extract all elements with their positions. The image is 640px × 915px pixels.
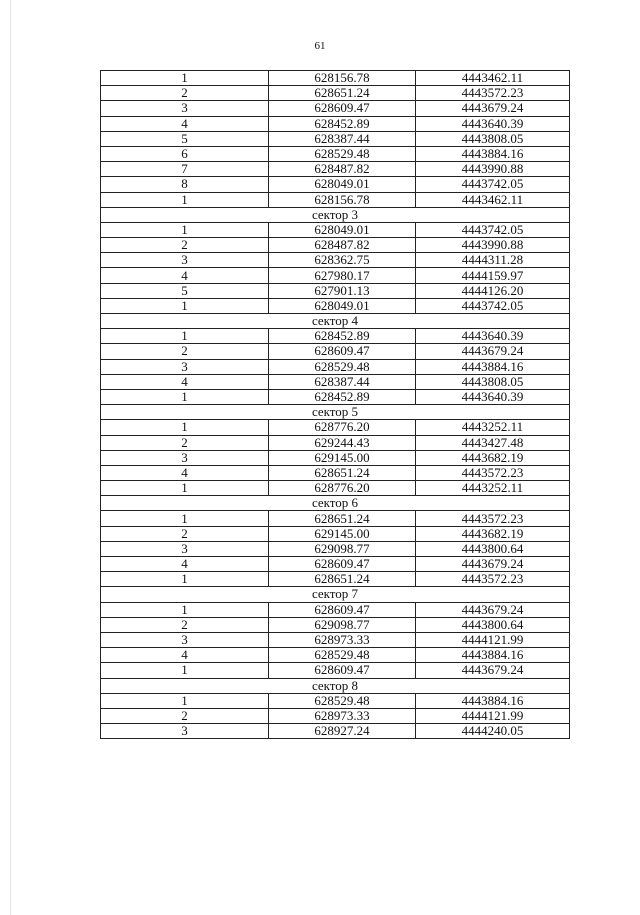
- table-row: [101, 329, 570, 344]
- table-row: [101, 162, 570, 177]
- x-coordinate-cell: 628156.78: [269, 192, 416, 207]
- table-row: [101, 268, 570, 283]
- table-row: [101, 724, 570, 739]
- sector-title: сектор 4: [101, 314, 570, 329]
- point-number-cell: 2: [101, 526, 269, 541]
- table-row: [101, 541, 570, 556]
- point-number-cell: 4: [101, 268, 269, 283]
- x-coordinate-cell: 628529.48: [269, 648, 416, 663]
- y-coordinate-cell: 4443572.23: [416, 465, 570, 480]
- table-row: [101, 572, 570, 587]
- y-coordinate-cell: 4443679.24: [416, 101, 570, 116]
- y-coordinate-cell: 4443640.39: [416, 329, 570, 344]
- scan-edge: [10, 0, 11, 915]
- y-coordinate-cell: 4444240.05: [416, 724, 570, 739]
- table-row: [101, 238, 570, 253]
- table-row: [101, 116, 570, 131]
- y-coordinate-cell: 4443990.88: [416, 238, 570, 253]
- x-coordinate-cell: 628452.89: [269, 329, 416, 344]
- point-number-cell: 2: [101, 617, 269, 632]
- table-row: [101, 131, 570, 146]
- y-coordinate-cell: 4444121.99: [416, 632, 570, 647]
- x-coordinate-cell: 628973.33: [269, 708, 416, 723]
- y-coordinate-cell: 4444159.97: [416, 268, 570, 283]
- point-number-cell: 1: [101, 192, 269, 207]
- y-coordinate-cell: 4443679.24: [416, 344, 570, 359]
- table-row: [101, 86, 570, 101]
- y-coordinate-cell: 4443682.19: [416, 450, 570, 465]
- table-row: [101, 648, 570, 663]
- table-row: [101, 420, 570, 435]
- y-coordinate-cell: 4443462.11: [416, 71, 570, 86]
- x-coordinate-cell: 628452.89: [269, 389, 416, 404]
- x-coordinate-cell: 628651.24: [269, 572, 416, 587]
- x-coordinate-cell: 628452.89: [269, 116, 416, 131]
- x-coordinate-cell: 628973.33: [269, 632, 416, 647]
- table-row: [101, 435, 570, 450]
- y-coordinate-cell: 4443742.05: [416, 298, 570, 313]
- sector-title: сектор 8: [101, 678, 570, 693]
- y-coordinate-cell: 4444126.20: [416, 283, 570, 298]
- y-coordinate-cell: 4443252.11: [416, 481, 570, 496]
- x-coordinate-cell: 628487.82: [269, 162, 416, 177]
- x-coordinate-cell: 628049.01: [269, 298, 416, 313]
- table-row: [101, 71, 570, 86]
- table-row: [101, 177, 570, 192]
- table-row: [101, 389, 570, 404]
- table-row: [101, 693, 570, 708]
- table-row: [101, 298, 570, 313]
- x-coordinate-cell: 628776.20: [269, 481, 416, 496]
- x-coordinate-cell: 628387.44: [269, 131, 416, 146]
- point-number-cell: 1: [101, 420, 269, 435]
- x-coordinate-cell: 628609.47: [269, 557, 416, 572]
- point-number-cell: 4: [101, 116, 269, 131]
- y-coordinate-cell: 4443800.64: [416, 617, 570, 632]
- x-coordinate-cell: 627901.13: [269, 283, 416, 298]
- point-number-cell: 7: [101, 162, 269, 177]
- y-coordinate-cell: 4443808.05: [416, 374, 570, 389]
- table-row: [101, 101, 570, 116]
- table-row: [101, 450, 570, 465]
- x-coordinate-cell: 629098.77: [269, 541, 416, 556]
- point-number-cell: 1: [101, 298, 269, 313]
- table-row: [101, 557, 570, 572]
- point-number-cell: 1: [101, 693, 269, 708]
- table-row: [101, 632, 570, 647]
- sector-header-row: [101, 587, 570, 602]
- y-coordinate-cell: 4443427.48: [416, 435, 570, 450]
- point-number-cell: 1: [101, 222, 269, 237]
- y-coordinate-cell: 4443679.24: [416, 602, 570, 617]
- y-coordinate-cell: 4443640.39: [416, 389, 570, 404]
- y-coordinate-cell: 4443572.23: [416, 511, 570, 526]
- y-coordinate-cell: 4443572.23: [416, 572, 570, 587]
- x-coordinate-cell: 628609.47: [269, 344, 416, 359]
- point-number-cell: 3: [101, 253, 269, 268]
- point-number-cell: 1: [101, 389, 269, 404]
- y-coordinate-cell: 4444311.28: [416, 253, 570, 268]
- y-coordinate-cell: 4443640.39: [416, 116, 570, 131]
- point-number-cell: 2: [101, 344, 269, 359]
- point-number-cell: 1: [101, 602, 269, 617]
- y-coordinate-cell: 4443990.88: [416, 162, 570, 177]
- table-row: [101, 359, 570, 374]
- table-row: [101, 253, 570, 268]
- x-coordinate-cell: 628529.48: [269, 359, 416, 374]
- x-coordinate-cell: 628156.78: [269, 71, 416, 86]
- table-row: [101, 663, 570, 678]
- table-row: [101, 708, 570, 723]
- x-coordinate-cell: 629098.77: [269, 617, 416, 632]
- point-number-cell: 1: [101, 481, 269, 496]
- sector-header-row: [101, 314, 570, 329]
- y-coordinate-cell: 4443742.05: [416, 177, 570, 192]
- point-number-cell: 1: [101, 71, 269, 86]
- point-number-cell: 3: [101, 541, 269, 556]
- point-number-cell: 2: [101, 86, 269, 101]
- point-number-cell: 5: [101, 131, 269, 146]
- y-coordinate-cell: 4443682.19: [416, 526, 570, 541]
- sector-title: сектор 6: [101, 496, 570, 511]
- y-coordinate-cell: 4443679.24: [416, 557, 570, 572]
- sector-title: сектор 7: [101, 587, 570, 602]
- point-number-cell: 1: [101, 511, 269, 526]
- point-number-cell: 5: [101, 283, 269, 298]
- table-row: [101, 481, 570, 496]
- x-coordinate-cell: 628609.47: [269, 663, 416, 678]
- page-number: 61: [314, 40, 326, 52]
- x-coordinate-cell: 628487.82: [269, 238, 416, 253]
- point-number-cell: 3: [101, 724, 269, 739]
- point-number-cell: 2: [101, 708, 269, 723]
- x-coordinate-cell: 628927.24: [269, 724, 416, 739]
- y-coordinate-cell: 4443742.05: [416, 222, 570, 237]
- sector-header-row: [101, 207, 570, 222]
- y-coordinate-cell: 4443884.16: [416, 648, 570, 663]
- x-coordinate-cell: 628651.24: [269, 511, 416, 526]
- x-coordinate-cell: 628529.48: [269, 146, 416, 161]
- table-row: [101, 526, 570, 541]
- point-number-cell: 2: [101, 435, 269, 450]
- x-coordinate-cell: 628387.44: [269, 374, 416, 389]
- point-number-cell: 1: [101, 572, 269, 587]
- y-coordinate-cell: 4443884.16: [416, 693, 570, 708]
- y-coordinate-cell: 4443884.16: [416, 359, 570, 374]
- table-row: [101, 344, 570, 359]
- point-number-cell: 4: [101, 374, 269, 389]
- table-row: [101, 192, 570, 207]
- point-number-cell: 1: [101, 329, 269, 344]
- x-coordinate-cell: 628609.47: [269, 101, 416, 116]
- x-coordinate-cell: 629145.00: [269, 450, 416, 465]
- x-coordinate-cell: 628529.48: [269, 693, 416, 708]
- table-row: [101, 602, 570, 617]
- table-row: [101, 617, 570, 632]
- y-coordinate-cell: 4443462.11: [416, 192, 570, 207]
- x-coordinate-cell: 629244.43: [269, 435, 416, 450]
- coordinates-table: [100, 70, 570, 739]
- point-number-cell: 2: [101, 238, 269, 253]
- y-coordinate-cell: 4443679.24: [416, 663, 570, 678]
- x-coordinate-cell: 628651.24: [269, 465, 416, 480]
- x-coordinate-cell: 628049.01: [269, 177, 416, 192]
- point-number-cell: 4: [101, 465, 269, 480]
- point-number-cell: 4: [101, 557, 269, 572]
- point-number-cell: 3: [101, 450, 269, 465]
- point-number-cell: 3: [101, 101, 269, 116]
- x-coordinate-cell: 628609.47: [269, 602, 416, 617]
- x-coordinate-cell: 627980.17: [269, 268, 416, 283]
- y-coordinate-cell: 4443808.05: [416, 131, 570, 146]
- table-row: [101, 374, 570, 389]
- table-row: [101, 283, 570, 298]
- x-coordinate-cell: 628362.75: [269, 253, 416, 268]
- y-coordinate-cell: 4443572.23: [416, 86, 570, 101]
- x-coordinate-cell: 629145.00: [269, 526, 416, 541]
- point-number-cell: 8: [101, 177, 269, 192]
- y-coordinate-cell: 4443884.16: [416, 146, 570, 161]
- sector-header-row: [101, 678, 570, 693]
- table-row: [101, 465, 570, 480]
- table-row: [101, 511, 570, 526]
- sector-title: сектор 3: [101, 207, 570, 222]
- table-row: [101, 222, 570, 237]
- sector-header-row: [101, 496, 570, 511]
- sector-header-row: [101, 405, 570, 420]
- x-coordinate-cell: 628776.20: [269, 420, 416, 435]
- table-row: [101, 146, 570, 161]
- y-coordinate-cell: 4444121.99: [416, 708, 570, 723]
- point-number-cell: 3: [101, 632, 269, 647]
- x-coordinate-cell: 628651.24: [269, 86, 416, 101]
- y-coordinate-cell: 4443252.11: [416, 420, 570, 435]
- coordinates-table-body: [101, 71, 570, 739]
- point-number-cell: 1: [101, 663, 269, 678]
- point-number-cell: 6: [101, 146, 269, 161]
- y-coordinate-cell: 4443800.64: [416, 541, 570, 556]
- point-number-cell: 3: [101, 359, 269, 374]
- sector-title: сектор 5: [101, 405, 570, 420]
- point-number-cell: 4: [101, 648, 269, 663]
- x-coordinate-cell: 628049.01: [269, 222, 416, 237]
